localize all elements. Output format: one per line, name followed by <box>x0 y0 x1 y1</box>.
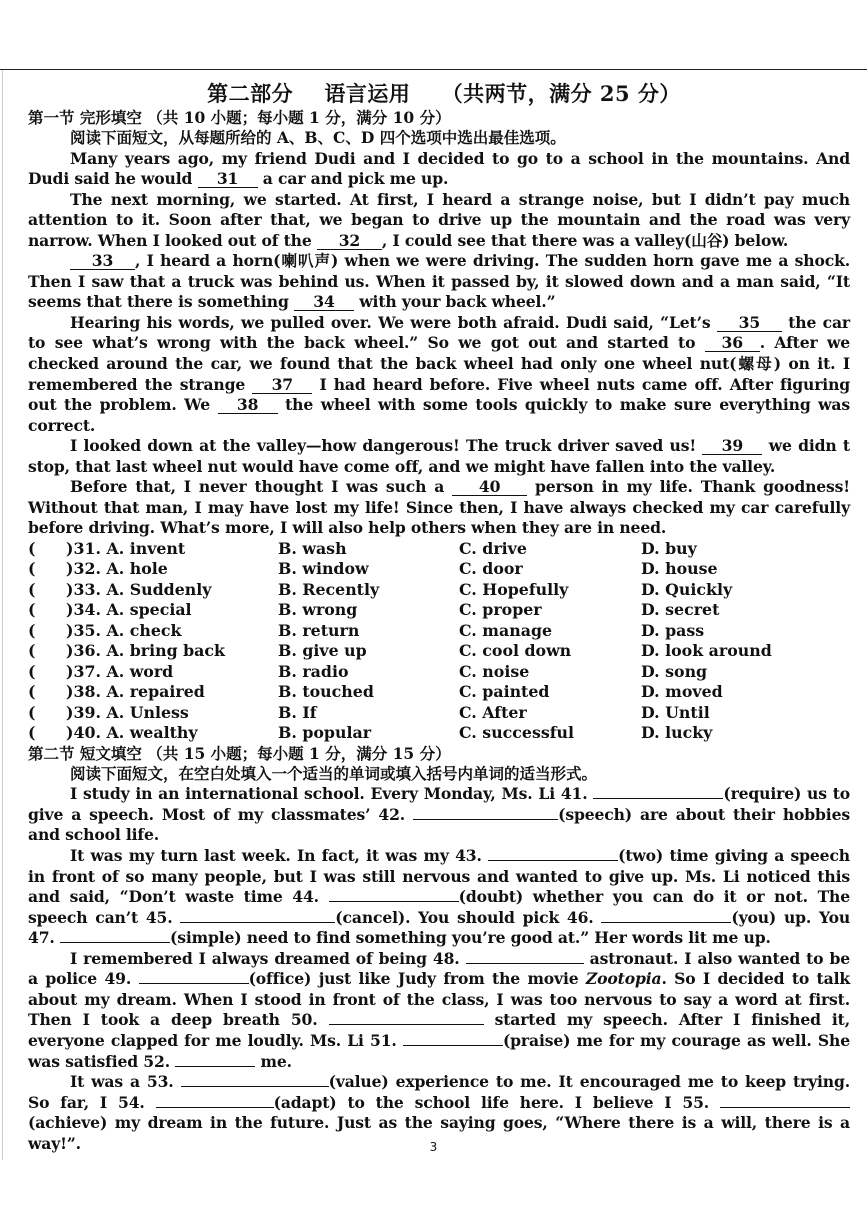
answer-blank[interactable] <box>403 1045 503 1046</box>
top-rule <box>0 69 867 70</box>
option-c[interactable]: C. After <box>459 702 527 722</box>
option-a[interactable]: )37. A. word <box>66 661 174 681</box>
answer-blank[interactable]: 35 <box>717 314 782 332</box>
cloze-paragraph: I looked down at the valley—how dangerous! The truck driver saved us! 39 we didn t stop, that last wheel nut would have come off, and we might have fallen into the valley. <box>28 436 850 476</box>
movie-title: Zootopia <box>585 969 662 989</box>
answer-blank[interactable] <box>466 963 584 964</box>
option-d[interactable]: D. lucky <box>641 723 713 743</box>
answer-paren-open[interactable]: ( <box>28 600 36 620</box>
option-a[interactable]: )40. A. wealthy <box>66 723 198 743</box>
option-d[interactable]: D. pass <box>641 620 705 640</box>
section2-heading: 第二节 短文填空 （共 15 小题；每小题 1 分，满分 15 分） <box>28 743 451 763</box>
option-c[interactable]: C. painted <box>459 682 550 702</box>
answer-blank[interactable] <box>60 942 170 943</box>
answer-paren-open[interactable]: ( <box>28 661 36 681</box>
answer-paren-open[interactable]: ( <box>28 579 36 599</box>
answer-blank[interactable]: 40 <box>452 478 527 496</box>
option-row <box>28 723 850 744</box>
option-d[interactable]: D. look around <box>641 641 772 661</box>
answer-blank[interactable]: 34 <box>294 293 354 311</box>
cloze-paragraph: 33 , I heard a horn(喇叭声) when we were driving. The sudden horn gave me a shock. Then I saw that a truck was behind us. When it passed by, it slowed down and a man said, “It seems that there is something 34 with your back wheel.” <box>28 251 850 312</box>
option-d[interactable]: D. house <box>641 559 718 579</box>
exam-page <box>28 80 850 1154</box>
option-row <box>28 641 850 662</box>
option-row <box>28 682 850 703</box>
option-row <box>28 539 850 560</box>
option-d[interactable]: D. Until <box>641 702 710 722</box>
option-d[interactable]: D. song <box>641 661 708 681</box>
answer-blank[interactable] <box>329 1024 484 1025</box>
option-b[interactable]: B. wash <box>278 538 347 558</box>
answer-blank[interactable]: 38 <box>218 396 278 414</box>
option-row <box>28 703 850 724</box>
answer-paren-open[interactable]: ( <box>28 559 36 579</box>
option-c[interactable]: C. cool down <box>459 641 572 661</box>
option-b[interactable]: B. touched <box>278 682 374 702</box>
answer-blank[interactable]: 31 <box>198 170 258 188</box>
fill-in-paragraph: It was a 53. (value) experience to me. It encouraged me to keep trying. So far, I 54. (adapt) to the school life here. I believe I 55. (achieve) my dream in the future. Just as the saying goes, “Where there is a will, there is a way!”. <box>28 1072 850 1153</box>
answer-blank[interactable]: 37 <box>252 376 312 394</box>
fill-in-paragraph: I study in an international school. Every Monday, Ms. Li 41. (require) us to give a speech. Most of my classmates’ 42. (speech) are about their hobbies and school life. <box>28 784 851 845</box>
answer-blank[interactable]: 32 <box>317 232 382 250</box>
option-d[interactable]: D. Quickly <box>641 579 733 599</box>
left-margin-line <box>2 70 3 1160</box>
option-c[interactable]: C. Hopefully <box>459 579 569 599</box>
option-b[interactable]: B. popular <box>278 723 372 743</box>
cloze-passage <box>28 149 850 539</box>
fill-in-passage <box>28 784 850 1154</box>
fill-in-paragraph: It was my turn last week. In fact, it was my 43. (two) time giving a speech in front of so many people, but I was still nervous and wanted to give up. Ms. Li noticed this and said, “Don’t waste time 44. (doubt) whether you can do it or not. The speech can’t 45. (cancel). You should pick 46. (you) up. You 47. (simple) need to find something you’re good at.” Her words lit me up. <box>28 846 851 948</box>
option-a[interactable]: )32. A. hole <box>66 559 168 579</box>
option-c[interactable]: C. drive <box>459 538 527 558</box>
cloze-paragraph: Before that, I never thought I was such a 40 person in my life. Thank goodness! Without that man, I may have lost my life! Since then, I have always checked my car carefully before driving. What’s more, I will also help others when they are in need. <box>28 477 850 538</box>
option-row <box>28 600 850 621</box>
section2-instruction: 阅读下面短文，在空白处填入一个适当的单词或填入括号内单词的适当形式。 <box>70 763 598 783</box>
option-b[interactable]: B. If <box>278 702 317 722</box>
answer-blank[interactable] <box>329 901 459 902</box>
cloze-paragraph: The next morning, we started. At first, I heard a strange noise, but I didn’t pay much attention to it. Soon after that, we began to drive up the mountain and the road was very narrow. When I looked out of the 32 , I could see that there was a valley(山谷) below. <box>28 189 850 250</box>
answer-paren-open[interactable]: ( <box>28 620 36 640</box>
option-a[interactable]: )35. A. check <box>66 620 182 640</box>
option-a[interactable]: )31. A. invent <box>66 538 186 558</box>
answer-paren-open[interactable]: ( <box>28 702 36 722</box>
answer-blank[interactable]: 36 <box>705 334 760 352</box>
answer-blank[interactable] <box>175 1066 255 1067</box>
answer-blank[interactable] <box>413 819 558 820</box>
option-a[interactable]: )33. A. Suddenly <box>66 579 212 599</box>
answer-blank[interactable]: 39 <box>702 437 762 455</box>
option-c[interactable]: C. manage <box>459 620 553 640</box>
answer-blank[interactable] <box>601 922 731 923</box>
option-a[interactable]: )36. A. bring back <box>66 641 225 661</box>
option-b[interactable]: B. give up <box>278 641 367 661</box>
option-c[interactable]: C. door <box>459 559 523 579</box>
part-title: 第二部分 语言运用 （共两节，满分 25 分） <box>207 81 681 106</box>
option-c[interactable]: C. noise <box>459 661 530 681</box>
option-b[interactable]: B. return <box>278 620 360 640</box>
answer-blank[interactable] <box>181 1086 329 1087</box>
option-b[interactable]: B. Recently <box>278 579 380 599</box>
option-row <box>28 559 850 580</box>
answer-blank[interactable] <box>180 922 335 923</box>
cloze-paragraph: Hearing his words, we pulled over. We were both afraid. Dudi said, “Let’s 35 the car to see what’s wrong with the back wheel.” So we got out and started to 36 . After we checked around the car, we found that the back wheel had only one wheel nut(螺母) on it. I remembered the strange 37 I had heard before. Five wheel nuts came off. After figuring out the problem. We 38 the wheel with some tools quickly to make sure everything was correct. <box>28 312 851 435</box>
option-b[interactable]: B. window <box>278 559 369 579</box>
option-c[interactable]: C. successful <box>459 723 575 743</box>
section1-heading: 第一节 完形填空 （共 10 小题；每小题 1 分，满分 10 分） <box>28 108 451 127</box>
option-d[interactable]: D. buy <box>641 538 697 558</box>
answer-paren-open[interactable]: ( <box>28 682 36 702</box>
answer-blank[interactable] <box>139 983 249 984</box>
answer-blank[interactable]: 33 <box>70 252 135 270</box>
answer-blank[interactable] <box>720 1107 850 1108</box>
option-b[interactable]: B. wrong <box>278 600 358 620</box>
page-number: 3 <box>429 1140 438 1154</box>
cloze-paragraph: Many years ago, my friend Dudi and I decided to go to a school in the mountains. And Dudi said he would 31 a car and pick me up. <box>28 148 850 189</box>
option-a[interactable]: )38. A. repaired <box>66 682 205 702</box>
option-row <box>28 662 850 683</box>
option-d[interactable]: D. moved <box>641 682 723 702</box>
answer-blank[interactable] <box>156 1107 274 1108</box>
answer-blank[interactable] <box>593 798 723 799</box>
option-a[interactable]: )39. A. Unless <box>66 702 189 722</box>
section1-instruction: 阅读下面短文，从每题所给的 A、B、C、D 四个选项中选出最佳选项。 <box>70 128 566 147</box>
answer-paren-open[interactable]: ( <box>28 641 36 661</box>
fill-in-paragraph: I remembered I always dreamed of being 48. astronaut. I also wanted to be a police 49. (office) just like Judy from the movie Zootopia. So I decided to talk about my dream. When I stood in front of the class, I was too nervous to say a word at first. Then I took a deep breath 50. started my speech. After I finished it, everyone clapped for me loudly. Ms. Li 51. (praise) me for my courage as well. She was satisfied 52. me. <box>28 948 850 1071</box>
option-a[interactable]: )34. A. special <box>66 600 192 620</box>
option-d[interactable]: D. secret <box>641 600 720 620</box>
cloze-options <box>28 539 850 744</box>
option-b[interactable]: B. radio <box>278 661 349 681</box>
answer-blank[interactable] <box>488 860 618 861</box>
option-c[interactable]: C. proper <box>459 600 542 620</box>
option-row <box>28 580 850 601</box>
option-row <box>28 621 850 642</box>
answer-paren-open[interactable]: ( <box>28 723 36 743</box>
answer-paren-open[interactable]: ( <box>28 538 36 558</box>
